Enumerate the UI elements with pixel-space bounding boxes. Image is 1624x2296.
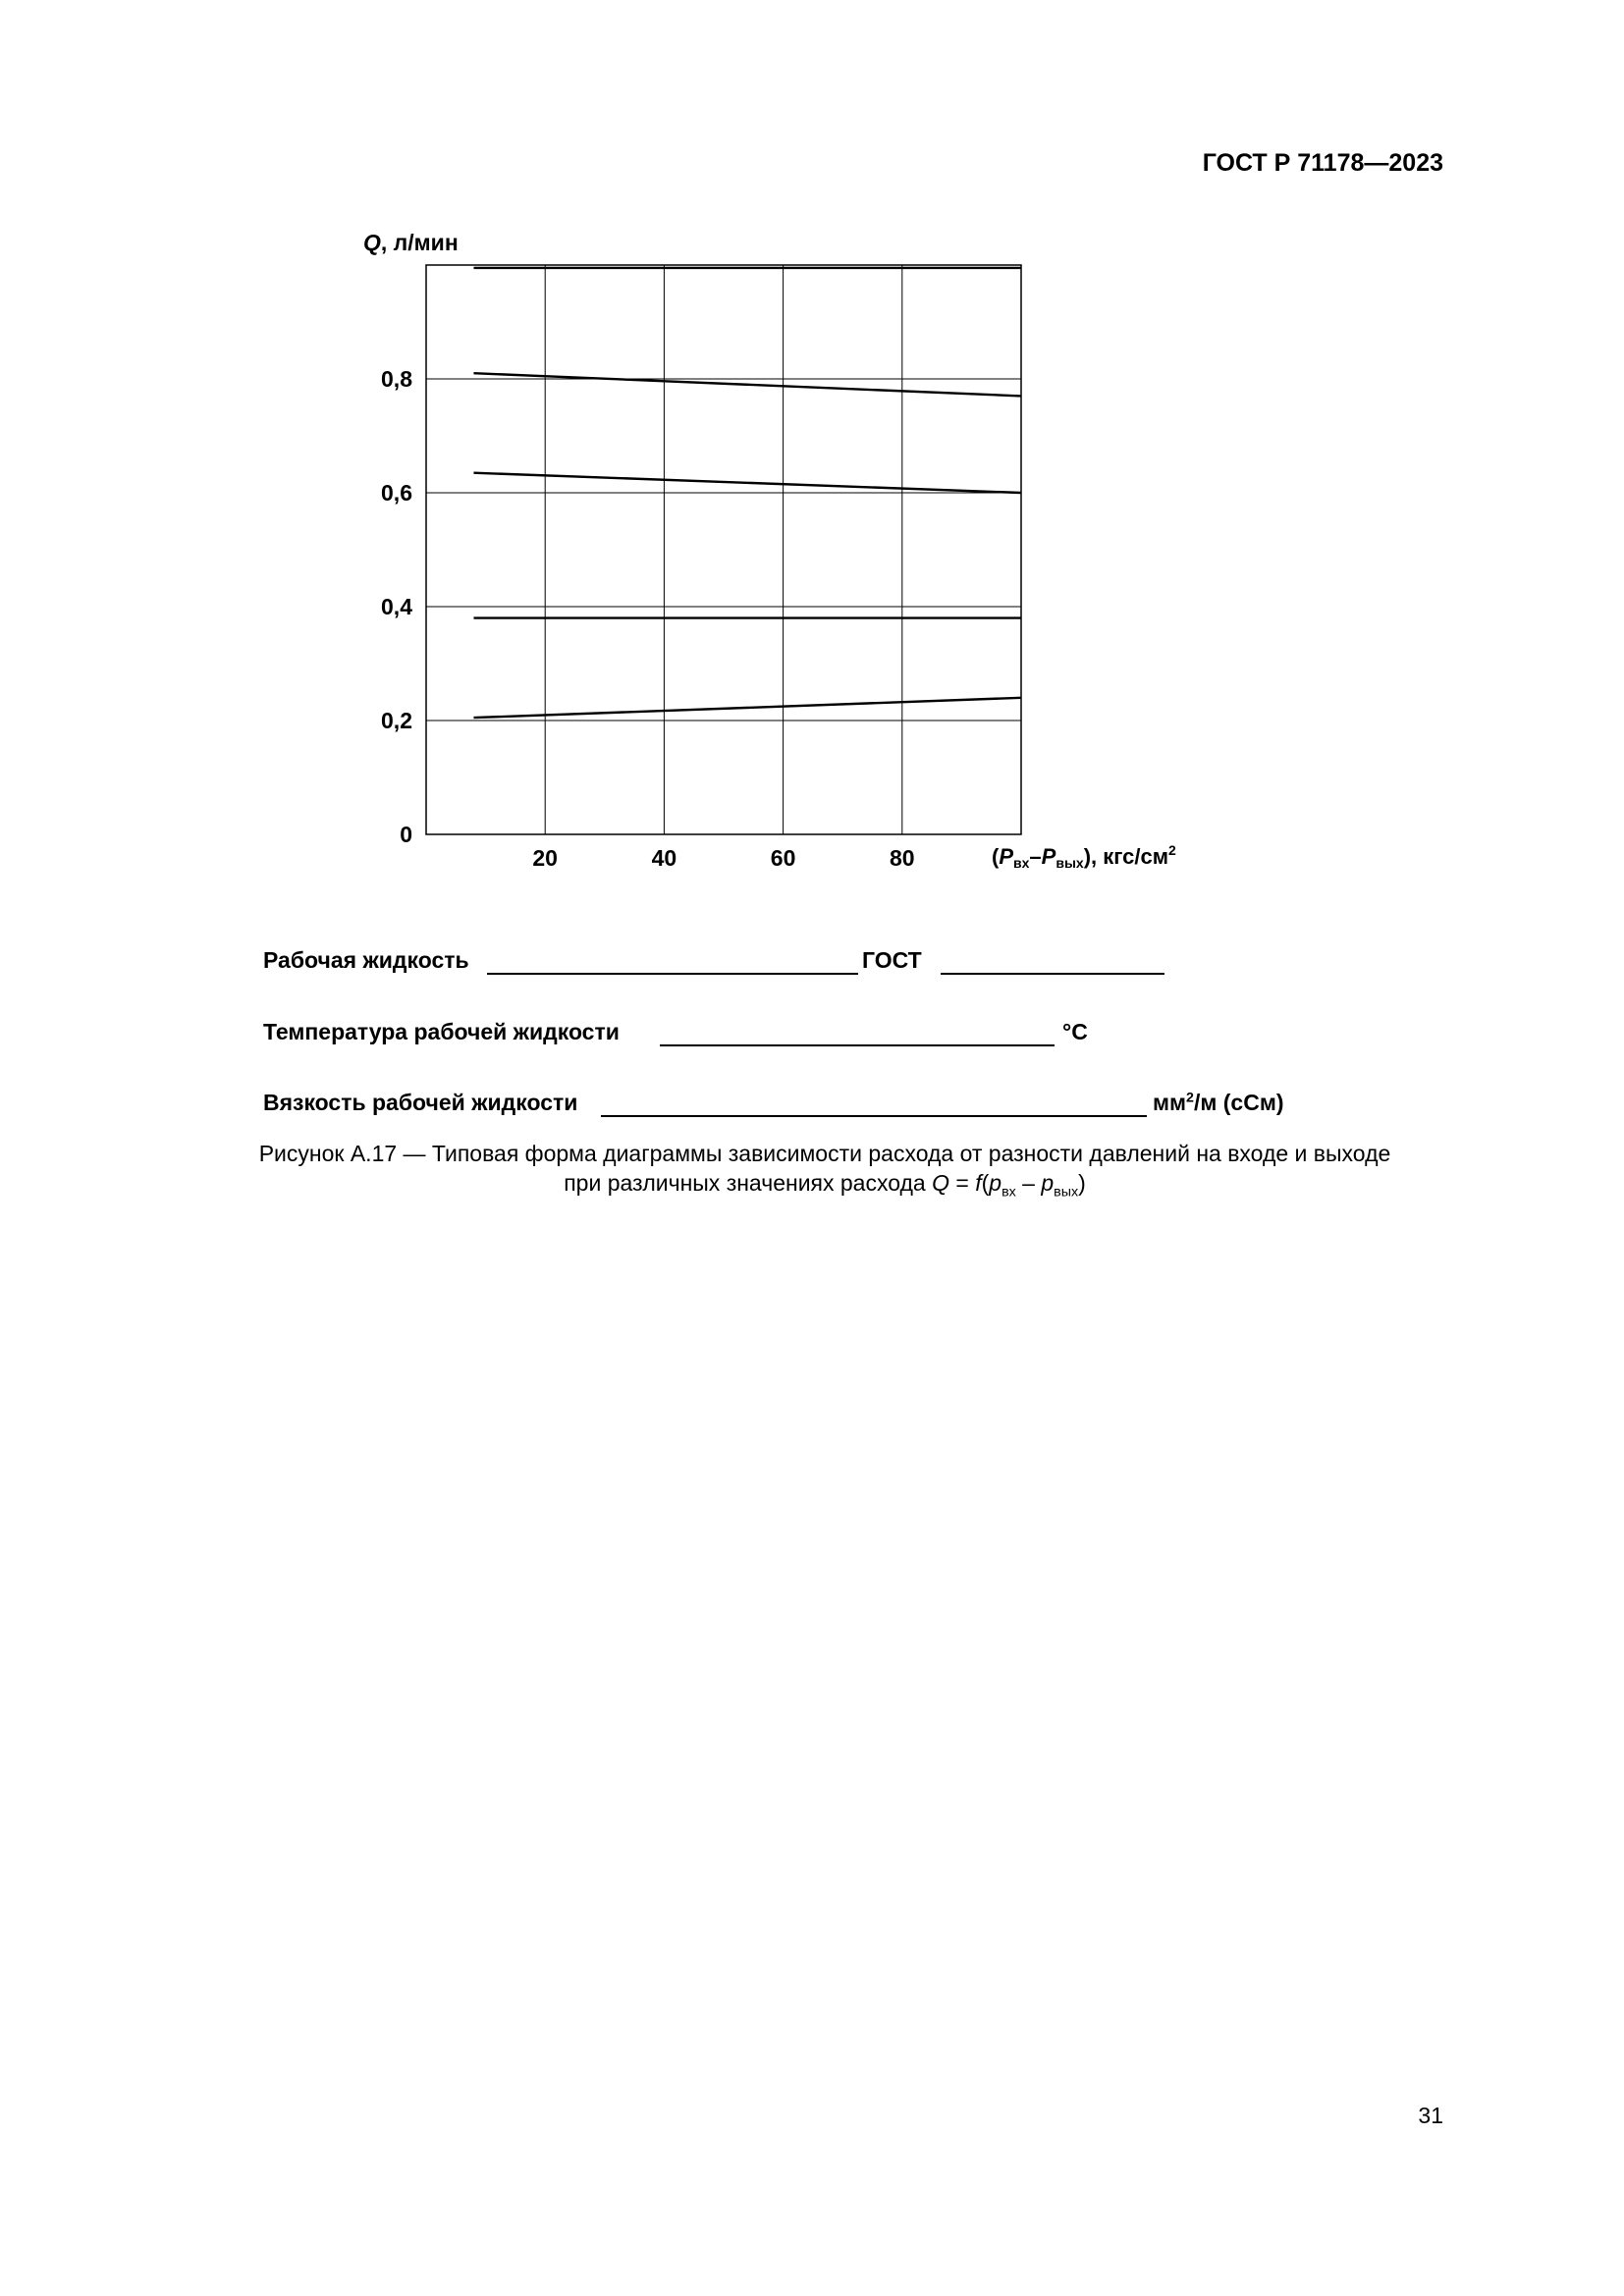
x-tick-label: 40	[651, 845, 677, 871]
y-tick-label: 0,2	[381, 708, 412, 733]
fluid-blank[interactable]	[487, 973, 858, 975]
x-tick-label: 20	[532, 845, 558, 871]
x-tick-label: 60	[770, 845, 796, 871]
figure-caption	[98, 1139, 1551, 1207]
x-axis-label: (Pвх–Pвых), кгс/$см^2$	[992, 842, 1176, 871]
y-tick-label: 0,8	[381, 366, 412, 392]
y-tick-label: 0	[400, 822, 412, 847]
x-tick-labels	[532, 845, 914, 871]
caption-line-1: Рисунок А.17 — Типовая форма диаграммы зависимости расхода от разности давлений на входе и выходе	[258, 1141, 1391, 1166]
y-tick-label: 0,4	[381, 594, 412, 619]
viscosity-unit: $мм^2/м$ (сСм)	[1153, 1090, 1284, 1115]
gost-blank[interactable]	[941, 973, 1164, 975]
x-tick-label: 80	[890, 845, 915, 871]
document-code: ГОСТ Р 71178—2023	[1202, 149, 1443, 177]
gost-label: ГОСТ	[862, 947, 922, 973]
temperature-unit: °С	[1062, 1019, 1088, 1044]
y-axis-label: Q, л/мин	[363, 230, 459, 255]
series-line-3	[473, 473, 1021, 493]
series-line-2	[473, 373, 1021, 396]
temperature-row-label: Температура рабочей жидкости	[263, 1019, 620, 1044]
grid-lines	[426, 265, 1021, 834]
viscosity-row-label: Вязкость рабочей жидкости	[263, 1090, 578, 1115]
viscosity-blank[interactable]	[601, 1115, 1147, 1117]
fluid-row-label: Рабочая жидкость	[263, 947, 469, 973]
plot-frame	[426, 265, 1021, 834]
y-tick-labels	[381, 366, 412, 847]
flow-pressure-chart	[0, 0, 1624, 883]
page-number: 31	[1418, 2103, 1443, 2128]
y-tick-label: 0,6	[381, 480, 412, 506]
caption-line-2: при различных значениях расхода $Q = f(p_{вх} - p_{вых})$	[564, 1170, 1086, 1201]
temperature-blank[interactable]	[660, 1044, 1055, 1046]
series-line-5	[473, 698, 1021, 718]
